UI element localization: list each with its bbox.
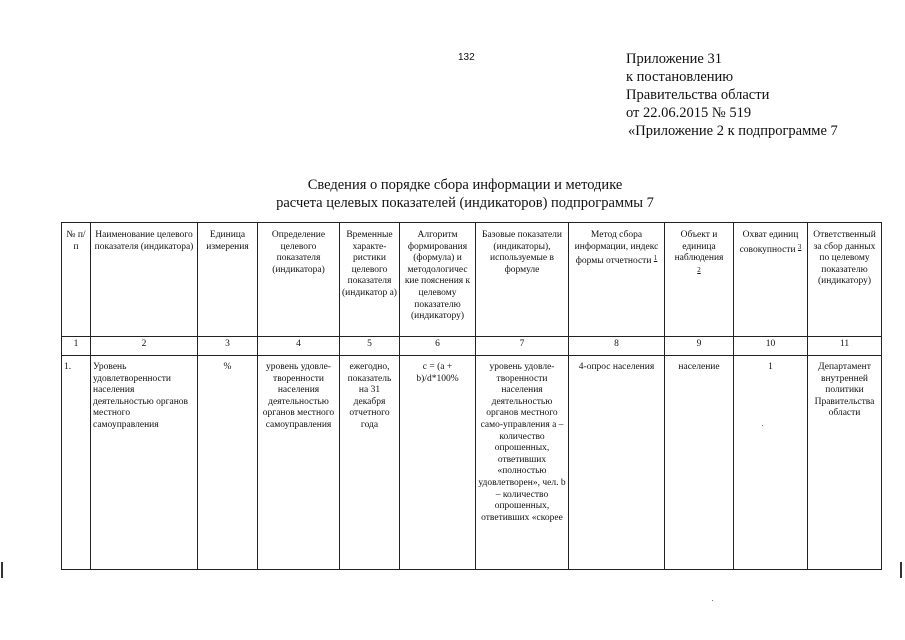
method-cell: 4-опрос населения <box>569 356 665 570</box>
header-cell: Определение целевого показателя (индикатора) <box>258 223 340 337</box>
responsible-cell: Департамент внутренней политики Правительства области <box>808 356 882 570</box>
header-cell: № п/п <box>62 223 91 337</box>
header-cell: Единица измерения <box>198 223 258 337</box>
column-number: 10 <box>734 337 808 356</box>
row-number: 1. <box>62 356 91 570</box>
appendix-line: Приложение 31 <box>626 51 722 67</box>
algorithm-cell: c = (a + b)/d*100% <box>400 356 476 570</box>
header-row <box>62 223 882 337</box>
title-line: расчета целевых показателей (индикаторов) подпрограммы 7 <box>276 195 654 211</box>
header-cell: Базовые показатели (индикаторы), используемые в формуле <box>476 223 569 337</box>
appendix-line: к постановлению <box>626 69 734 85</box>
page-number: 132 <box>458 52 475 63</box>
unit-cell: % <box>198 356 258 570</box>
scan-edge-mark <box>900 562 902 578</box>
column-number: 3 <box>198 337 258 356</box>
table-row <box>62 356 882 570</box>
base-indicators-cell: уровень удовле-творенности населения деятельностью органов местного само-управления a – количество опрошенных, ответивших «полностью удовлетворен», чел. b – количество опрошенных, ответивших «скорее <box>476 356 569 570</box>
indicators-table <box>61 222 882 570</box>
header-cell: Объект и единица наблюдения $^2$ <box>665 223 734 337</box>
appendix-line: Правительства области <box>626 87 770 103</box>
header-cell: Метод сбора информации, индекс формы отчетности $^1$ <box>569 223 665 337</box>
column-number: 2 <box>91 337 198 356</box>
header-cell: Временные характе-ристики целевого показателя (индикатор а) <box>340 223 400 337</box>
column-number: 11 <box>808 337 882 356</box>
appendix-block <box>626 50 838 140</box>
document-title <box>200 176 730 212</box>
column-number: 7 <box>476 337 569 356</box>
scan-edge-mark <box>1 562 3 578</box>
column-number: 4 <box>258 337 340 356</box>
indicator-name: Уровень удовлетворенности населения деятельностью органов местного самоуправления <box>91 356 198 570</box>
footnote-marker: 2 <box>697 265 701 274</box>
scan-speck <box>762 425 763 426</box>
object-cell: население <box>665 356 734 570</box>
column-number: 8 <box>569 337 665 356</box>
definition-cell: уровень удовле-творенности населения деятельностью органов местного самоуправления <box>258 356 340 570</box>
appendix-line: «Приложение 2 к подпрограмме 7 <box>628 123 838 139</box>
timing-cell: ежегодно, показатель на 31 декабря отчетного года <box>340 356 400 570</box>
header-cell: Алгоритм формирования (формула) и методологичес кие пояснения к целевому показателю (индикатору) <box>400 223 476 337</box>
title-line: Сведения о порядке сбора информации и методике <box>307 177 623 193</box>
scan-speck <box>712 600 713 601</box>
header-cell: Ответственный за сбор данных по целевому показателю (индикатору) <box>808 223 882 337</box>
column-number-row <box>62 337 882 356</box>
column-number: 9 <box>665 337 734 356</box>
column-number: 1 <box>62 337 91 356</box>
column-number: 6 <box>400 337 476 356</box>
coverage-cell: 1 <box>734 356 808 570</box>
appendix-line: от 22.06.2015 № 519 <box>626 105 752 121</box>
column-number: 5 <box>340 337 400 356</box>
header-cell: Охват единиц совокупности $^3$ <box>734 223 808 337</box>
header-cell: Наименование целевого показателя (индикатора) <box>91 223 198 337</box>
footnote-marker: 3 <box>797 242 802 251</box>
footnote-marker: 1 <box>653 254 658 263</box>
